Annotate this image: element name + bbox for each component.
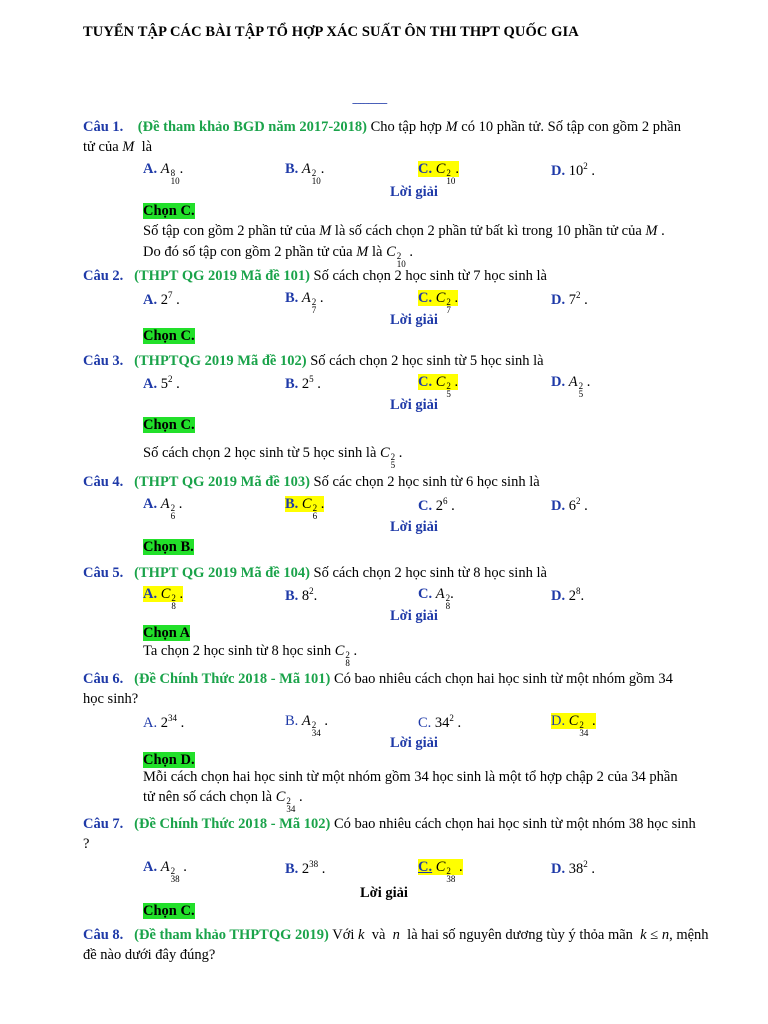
answer-choice: [143, 539, 194, 556]
math-var: M: [319, 223, 332, 239]
option-letter: D.: [551, 291, 566, 308]
question-5: [83, 565, 547, 582]
solution-heading: Lời giải: [390, 608, 438, 624]
answer-label: Chọn C.: [143, 203, 195, 219]
answer-label: Chọn A: [143, 625, 191, 641]
option-letter: B.: [285, 161, 299, 177]
option-letter: D.: [551, 860, 566, 877]
option-letter: A.: [143, 161, 158, 177]
answer-choice: [143, 328, 195, 345]
solution-line: Do đó số tập con gồm 2 phần tử của M là C 2 10 .: [143, 244, 413, 269]
question-text: và: [371, 927, 386, 943]
question-8: Câu 8. (Đề tham khảo THPTQG 2019) Với k và n là hai số nguyên dương tùy ý thỏa mãn k ≤ n, mệnh: [83, 927, 709, 943]
question-8-line2: đề nào dưới đây đúng?: [83, 947, 216, 963]
option-a[interactable]: A. A 8 10 .: [143, 161, 184, 186]
solution-text: là số cách chọn 2 phần tử bất kì trong 10 phần tử của: [334, 223, 642, 239]
math-var: n: [392, 927, 400, 943]
option-letter: C.: [418, 859, 433, 875]
option-a[interactable]: A. $5^2$ .: [143, 374, 180, 392]
solution-line: Mỗi cách chọn hai học sinh từ một nhóm gồm 34 học sinh là một tổ hợp chập 2 của 34 phần: [143, 769, 678, 785]
option-c[interactable]: C. C 2 38 .: [418, 859, 463, 884]
question-source: (THPT QG 2019 Mã đề 104): [134, 565, 310, 581]
option-c[interactable]: C. A 2 8 .: [418, 586, 454, 611]
solution-text: Số tập con gồm 2 phần tử của: [143, 223, 316, 239]
option-letter: B.: [285, 496, 299, 512]
answer-label: Chọn C.: [143, 328, 195, 344]
solution-heading: Lời giải: [390, 312, 438, 328]
question-source: (THPT QG 2019 Mã đề 101): [134, 268, 310, 284]
option-b[interactable]: B. $2^{38}$ .: [285, 859, 326, 877]
question-text: tử của: [83, 139, 119, 155]
math-var: M: [645, 223, 658, 239]
question-source: (THPTQG 2019 Mã đề 102): [134, 353, 307, 369]
option-d[interactable]: D. $6^2$ .: [551, 496, 588, 514]
question-text: Cho tập hợp: [370, 119, 442, 135]
option-a[interactable]: A. $2^{34}$ .: [143, 713, 185, 731]
option-c[interactable]: C. C 2 7 .: [418, 290, 459, 315]
question-label: Câu 2.: [83, 268, 124, 284]
option-letter: A.: [143, 496, 158, 512]
question-text: , mệnh: [669, 927, 709, 943]
math-var: M: [122, 139, 135, 155]
option-letter: B.: [285, 860, 299, 877]
option-d[interactable]: D. $38^2$ .: [551, 859, 595, 877]
option-letter: D.: [551, 374, 566, 390]
question-text: là hai số nguyên dương tùy ý thỏa mãn: [407, 927, 633, 943]
option-b[interactable]: B. C 2 6 .: [285, 496, 325, 521]
solution-heading: Lời giải: [390, 184, 438, 200]
question-source: (Đề Chính Thức 2018 - Mã 101): [134, 671, 331, 687]
option-letter: D.: [551, 497, 566, 514]
solution-line: Số cách chọn 2 học sinh từ 5 học sinh là C 2 5 .: [143, 445, 403, 470]
option-letter: A.: [143, 859, 158, 875]
answer-choice: [143, 203, 195, 220]
question-3: [83, 353, 544, 370]
option-letter: C.: [418, 374, 433, 390]
option-a[interactable]: A. $2^7$ .: [143, 290, 180, 308]
option-d[interactable]: D. $7^2$ .: [551, 290, 588, 308]
solution-heading: Lời giải: [390, 397, 438, 413]
question-source: (THPT QG 2019 Mã đề 103): [134, 474, 310, 490]
question-source: (Đề tham khảo BGD năm 2017-2018): [137, 119, 367, 135]
option-letter: C.: [418, 497, 433, 514]
answer-choice: [143, 625, 190, 642]
math-var: M: [445, 119, 458, 135]
solution-text: là: [371, 244, 383, 260]
question-7: [83, 816, 696, 833]
question-2: [83, 268, 547, 285]
option-letter: A.: [143, 375, 158, 392]
option-a[interactable]: A. C 2 8 .: [143, 586, 184, 611]
page-title: TUYỂN TẬP CÁC BÀI TẬP TỔ HỢP XÁC SUẤT ÔN THI THPT QUỐC GIA: [83, 24, 579, 40]
question-4: [83, 474, 540, 491]
question-text: Với: [332, 927, 355, 943]
option-letter: B.: [285, 375, 299, 392]
option-letter: D.: [551, 162, 566, 179]
option-letter: A.: [143, 291, 158, 308]
question-label: Câu 5.: [83, 565, 124, 581]
question-label: Câu 1.: [83, 119, 124, 135]
question-label: Câu 7.: [83, 816, 124, 832]
option-b[interactable]: B. $2^5$ .: [285, 374, 321, 392]
option-b[interactable]: B. A 2 34 .: [285, 713, 329, 738]
question-1: [83, 119, 681, 136]
question-label: Câu 6.: [83, 671, 124, 687]
question-text: Số các chọn 2 học sinh từ 6 học sinh là: [313, 474, 540, 490]
option-letter: D.: [551, 713, 566, 729]
question-text: Có bao nhiêu cách chọn hai học sinh từ một nhóm gồm 34: [333, 671, 673, 687]
option-d[interactable]: D. $2^8$.: [551, 586, 585, 604]
solution-line: Ta chọn 2 học sinh từ 8 học sinh C 2 8 .: [143, 643, 358, 668]
option-b[interactable]: B. A 2 7 .: [285, 290, 324, 315]
solution-line: tử nên số cách chọn là C 2 34 .: [143, 789, 303, 814]
solution-text: Số cách chọn 2 học sinh từ 5 học sinh là: [143, 445, 377, 461]
question-label: Câu 8.: [83, 927, 124, 943]
question-text: Số cách chọn 2 học sinh từ 7 học sinh là: [313, 268, 547, 284]
option-a[interactable]: A. A 2 6 .: [143, 496, 183, 521]
option-c[interactable]: C. C 2 10 .: [418, 161, 460, 186]
solution-text: Do đó số tập con gồm 2 phần tử của: [143, 244, 353, 260]
option-letter: B.: [285, 290, 299, 306]
option-letter: B.: [285, 713, 299, 729]
option-letter: C.: [418, 714, 432, 731]
question-label: Câu 3.: [83, 353, 124, 369]
option-letter: A.: [143, 714, 158, 731]
option-a[interactable]: A. A 2 38 .: [143, 859, 187, 884]
question-source: (Đề tham khảo THPTQG 2019): [134, 927, 329, 943]
answer-label: Chọn B.: [143, 539, 194, 555]
question-text: là: [141, 139, 153, 155]
question-text: Số cách chọn 2 học sinh từ 8 học sinh là: [313, 565, 547, 581]
option-letter: C.: [418, 290, 433, 306]
option-letter: B.: [285, 587, 299, 604]
solution-heading: Lời giải: [390, 519, 438, 535]
option-letter: D.: [551, 587, 566, 604]
separator: -------------: [352, 97, 387, 109]
option-c[interactable]: C. $34^2$ .: [418, 713, 462, 731]
answer-choice: [143, 417, 195, 434]
solution-heading: Lời giải: [390, 735, 438, 751]
option-d[interactable]: D. A 2 5 .: [551, 374, 591, 399]
answer-label: Chọn D.: [143, 752, 195, 768]
answer-label: Chọn C.: [143, 903, 195, 919]
solution-line: Số tập con gồm 2 phần tử của M là số cách chọn 2 phần tử bất kì trong 10 phần tử của M .: [143, 223, 665, 239]
option-d[interactable]: D. C 2 34 .: [551, 713, 596, 738]
answer-choice: [143, 752, 195, 769]
math-var: M: [356, 244, 369, 260]
option-letter: A.: [143, 586, 158, 602]
question-6: [83, 671, 673, 688]
option-b[interactable]: B. A 2 10 .: [285, 161, 325, 186]
option-letter: C.: [418, 161, 433, 177]
option-d[interactable]: D. $10^2$ .: [551, 161, 595, 179]
option-c[interactable]: C. C 2 5 .: [418, 374, 459, 399]
question-6-line2: học sinh?: [83, 691, 139, 707]
question-label: Câu 4.: [83, 474, 124, 490]
solution-text: Ta chọn 2 học sinh từ 8 học sinh: [143, 643, 332, 659]
math-var: k: [358, 927, 365, 943]
question-1-line2: [83, 139, 152, 156]
answer-label: Chọn C.: [143, 417, 195, 433]
solution-heading: Lời giải: [360, 885, 408, 901]
solution-text: tử nên số cách chọn là: [143, 789, 273, 805]
option-c[interactable]: C. $2^6$ .: [418, 496, 455, 514]
question-text: có 10 phần tử. Số tập con gồm 2 phần: [461, 119, 681, 135]
option-b[interactable]: B. $8^2$.: [285, 586, 318, 604]
answer-choice: [143, 903, 195, 920]
question-7-line2: ?: [83, 836, 90, 852]
question-source: (Đề Chính Thức 2018 - Mã 102): [134, 816, 331, 832]
question-text: Có bao nhiêu cách chọn hai học sinh từ một nhóm 38 học sinh: [333, 816, 696, 832]
option-letter: C.: [418, 586, 433, 602]
question-text: Số cách chọn 2 học sinh từ 5 học sinh là: [310, 353, 544, 369]
